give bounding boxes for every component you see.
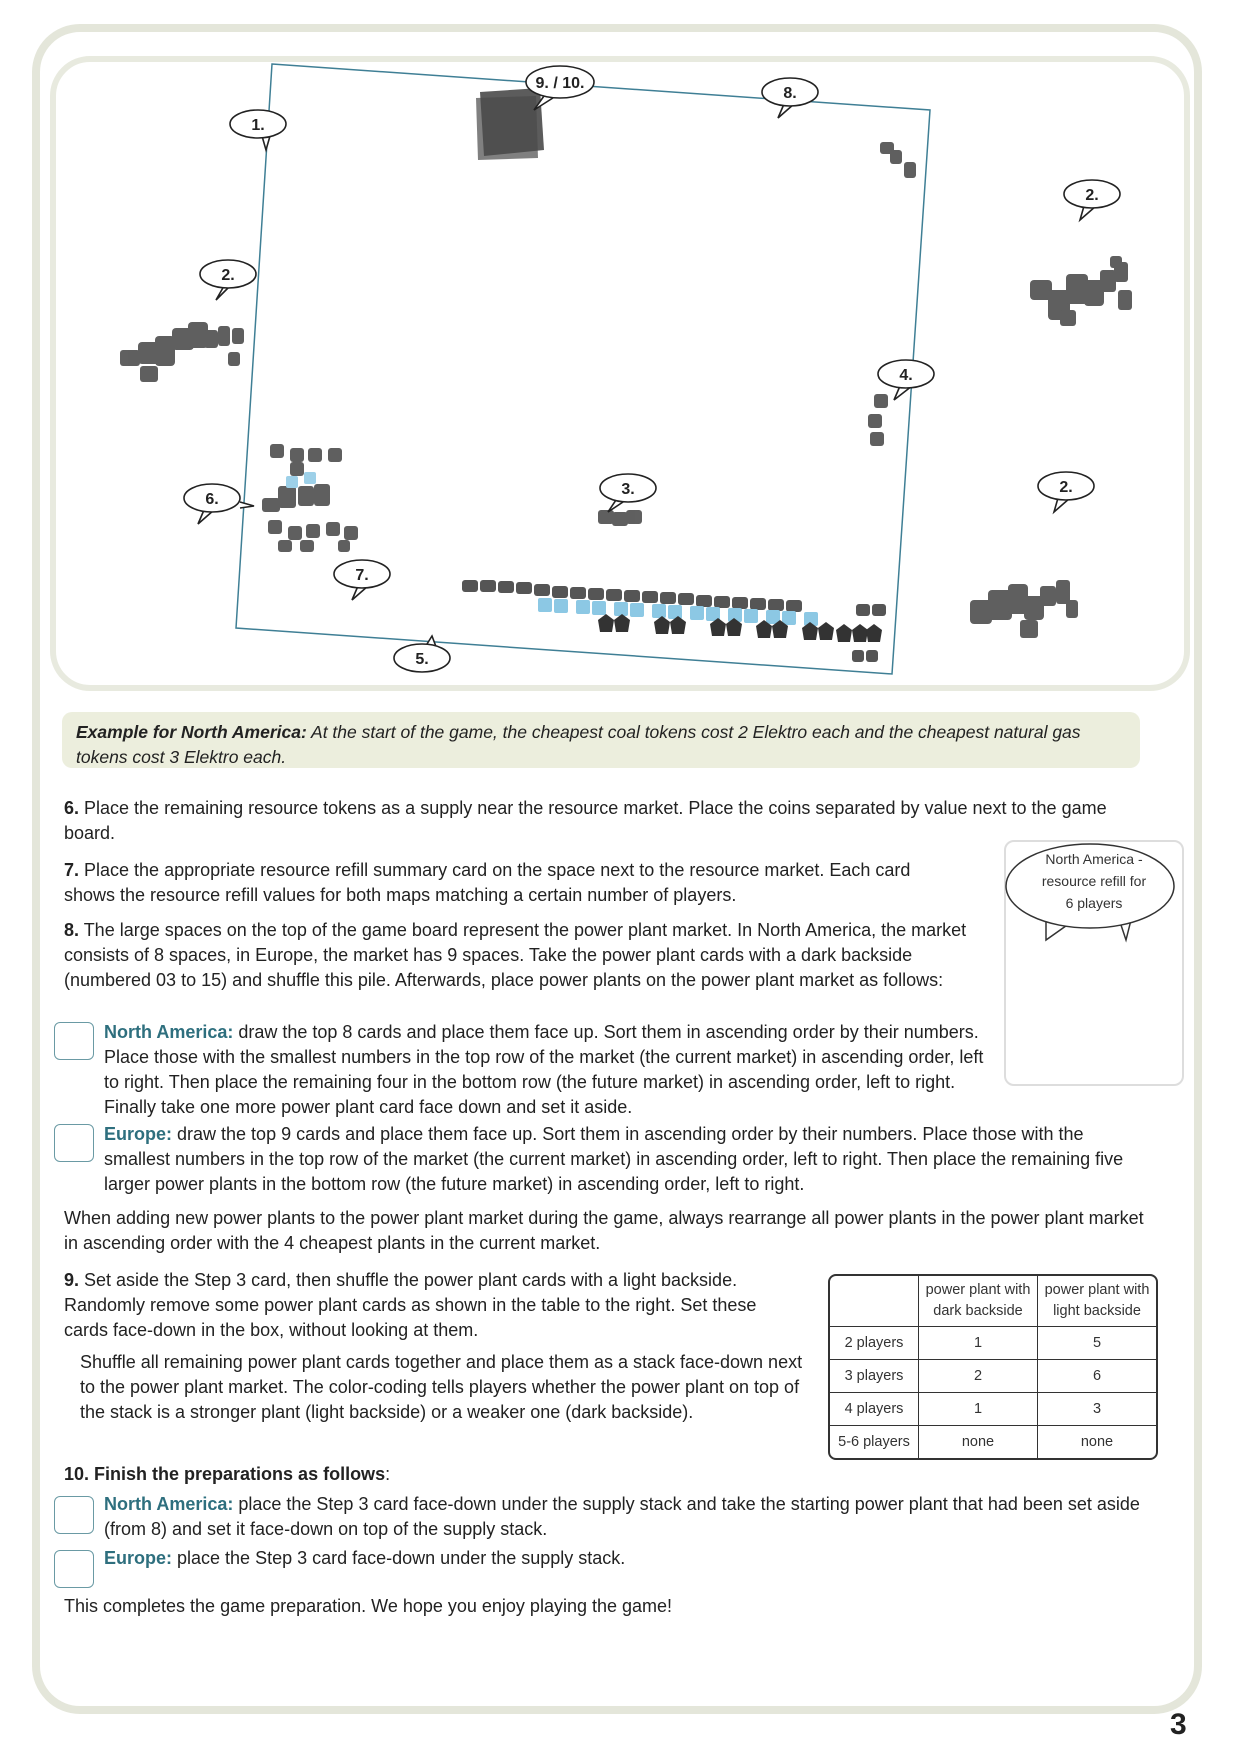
note-line-2: resource refill for	[1041, 873, 1147, 889]
bubble-2-right-lower	[1038, 472, 1094, 512]
step-10-na-text: place the Step 3 card face-down under the supply stack and take the starting power plant that had been set aside (from 8) and set it face-down on top of the supply stack.	[104, 1494, 1140, 1539]
resource-refill-note	[1010, 848, 1178, 914]
resource-supply-step-6	[262, 444, 358, 552]
note-line-1: North America -	[1045, 851, 1143, 867]
step-9	[64, 1268, 804, 1343]
checkbox-north-america-step-10[interactable]	[54, 1496, 94, 1534]
example-text: At the start of the game, the cheapest coal tokens cost 2 Elektro each and the cheapest natural gas tokens cost 3 Elektro each.	[76, 722, 1081, 767]
bubble-label-4: 4.	[899, 367, 913, 384]
resource-cluster-right-lower	[970, 580, 1078, 638]
step-8-na-text: draw the top 8 cards and place them face up. Sort them in ascending order by their numbers. Place those with the smallest numbers in the top row of the market (the current market) in ascending order, left to right. Then place the remaining four in the bottom row (the future market) in ascending order, left to right. Finally take one more power plant card face down and set it aside.	[104, 1022, 984, 1117]
table-cell-dark: 1	[919, 1393, 1038, 1426]
bubble-label-2-right-lower: 2.	[1059, 479, 1073, 496]
bubble-8	[762, 78, 818, 118]
step-6	[64, 796, 1144, 846]
checkbox-europe-step-10[interactable]	[54, 1550, 94, 1588]
table-row	[830, 1327, 1156, 1360]
resource-tokens-step-3	[598, 510, 642, 526]
game-board-illustration	[0, 0, 1233, 700]
bubble-label-9-10: 9. / 10.	[535, 75, 585, 92]
bubble-1	[230, 110, 286, 150]
step-8-eu-lead: Europe:	[104, 1124, 173, 1144]
bubble-label-2-left: 2.	[221, 267, 235, 284]
step-10-title: 10. Finish the preparations as follows	[64, 1464, 386, 1484]
step-8-text: The large spaces on the top of the game board represent the power plant market. In North America, the market consists of 8 spaces, in Europe, the market has 9 spaces. Take the power plant cards with a dark backside (numbered 03 to 15) and shuffle this pile. Afterwards, place power plants on the power plant market as follows:	[64, 920, 967, 990]
bubble-2-left	[200, 260, 256, 300]
step-8	[64, 918, 984, 993]
step-8-na-lead: North America:	[104, 1022, 234, 1042]
bubble-label-6: 6.	[205, 491, 219, 508]
table-header-cell	[830, 1276, 919, 1327]
bubble-label-3: 3.	[621, 481, 635, 498]
step-10-europe	[104, 1546, 1104, 1571]
power-plant-removal-table	[828, 1274, 1158, 1460]
step-8-north-america	[104, 1020, 984, 1120]
table-cell-light: 6	[1038, 1360, 1156, 1393]
step-9-stack: Shuffle all remaining power plant cards together and place them as a stack face-down next to the power plant market. The color-coding tells players whether the power plant on top of the stack is a stronger plant (light backside) or a weaker one (dark backside).	[80, 1352, 803, 1422]
step-9-text: Set aside the Step 3 card, then shuffle the power plant cards with a light backside. Randomly remove some power plant cards as shown in the table to the right. Set these cards face-down in the box, without looking at them.	[64, 1270, 757, 1340]
step-10-eu-lead: Europe:	[104, 1548, 173, 1568]
step-8-number: 8.	[64, 920, 80, 940]
resource-tokens-step-8	[880, 142, 916, 178]
closing-text: This completes the game preparation. We hope you enjoy playing the game!	[64, 1596, 673, 1616]
step-7-number: 7.	[64, 860, 80, 880]
bubble-4	[878, 360, 934, 400]
adding-power-plants-note: When adding new power plants to the power plant market during the game, always rearrange all power plants in the power plant market in ascending order with the 4 cheapest plants in the current market.	[64, 1208, 1144, 1253]
bubble-label-1: 1.	[251, 117, 265, 134]
table-cell-dark: none	[919, 1426, 1038, 1458]
page-number: 3	[1170, 1708, 1187, 1741]
table-header-cell: power plant with light backside	[1038, 1276, 1156, 1327]
step-10-eu-text: place the Step 3 card face-down under the supply stack.	[172, 1548, 626, 1568]
checkbox-europe-step-8[interactable]	[54, 1124, 94, 1162]
bubble-2-right-upper	[1064, 180, 1120, 220]
note-line-3: 6 players	[1065, 895, 1123, 911]
step-10-north-america	[104, 1492, 1154, 1542]
step-7-text: Place the appropriate resource refill summary card on the space next to the resource market. Each card shows the resource refill values for both maps matching a certain number of players.	[64, 860, 911, 905]
step-6-number: 6.	[64, 798, 80, 818]
bubble-label-5: 5.	[415, 651, 429, 668]
bubble-label-8: 8.	[783, 85, 797, 102]
table-cell-players: 4 players	[830, 1393, 919, 1426]
resource-cluster-left	[120, 322, 244, 382]
step-10-heading	[64, 1462, 1064, 1487]
power-plant-stack	[476, 88, 544, 160]
resource-market-row	[462, 580, 886, 662]
table-cell-players: 5-6 players	[830, 1426, 919, 1458]
table-header-cell: power plant with dark backside	[919, 1276, 1038, 1327]
table-header-row	[830, 1276, 1156, 1327]
step-7	[64, 858, 944, 908]
table-row	[830, 1360, 1156, 1393]
table-cell-players: 3 players	[830, 1360, 919, 1393]
checkbox-north-america-step-8[interactable]	[54, 1022, 94, 1060]
table-cell-dark: 2	[919, 1360, 1038, 1393]
resource-cluster-right-upper	[1030, 256, 1132, 326]
table-cell-light: none	[1080, 1434, 1114, 1450]
table-cell-dark: 1	[919, 1327, 1038, 1360]
step-8-eu-text: draw the top 9 cards and place them face up. Sort them in ascending order by their numbers. Place those with the smallest numbers in the top row of the market (the current market) in ascending order, left to right. Then place the remaining five larger power plants in the bottom row (the future market) in ascending order, left to right.	[104, 1124, 1124, 1194]
step-9-number: 9.	[64, 1270, 80, 1290]
bubble-7	[334, 560, 390, 600]
table-row	[830, 1426, 1156, 1458]
step-6-text: Place the remaining resource tokens as a supply near the resource market. Place the coins separated by value next to the game board.	[64, 798, 1107, 843]
example-north-america	[62, 712, 1140, 768]
example-lead: Example for North America:	[76, 722, 307, 742]
step-10-colon: :	[385, 1464, 391, 1484]
bubble-3	[600, 474, 656, 512]
resource-tokens-step-4	[868, 394, 888, 446]
bubble-label-7: 7.	[355, 567, 369, 584]
table-cell-players: 2 players	[830, 1327, 919, 1360]
bubble-label-2-right-upper: 2.	[1085, 187, 1099, 204]
table-cell-light: 3	[1038, 1393, 1156, 1426]
table-row	[830, 1393, 1156, 1426]
table-cell-light: 5	[1038, 1327, 1156, 1360]
step-8-europe	[104, 1122, 1144, 1197]
step-10-na-lead: North America:	[104, 1494, 234, 1514]
